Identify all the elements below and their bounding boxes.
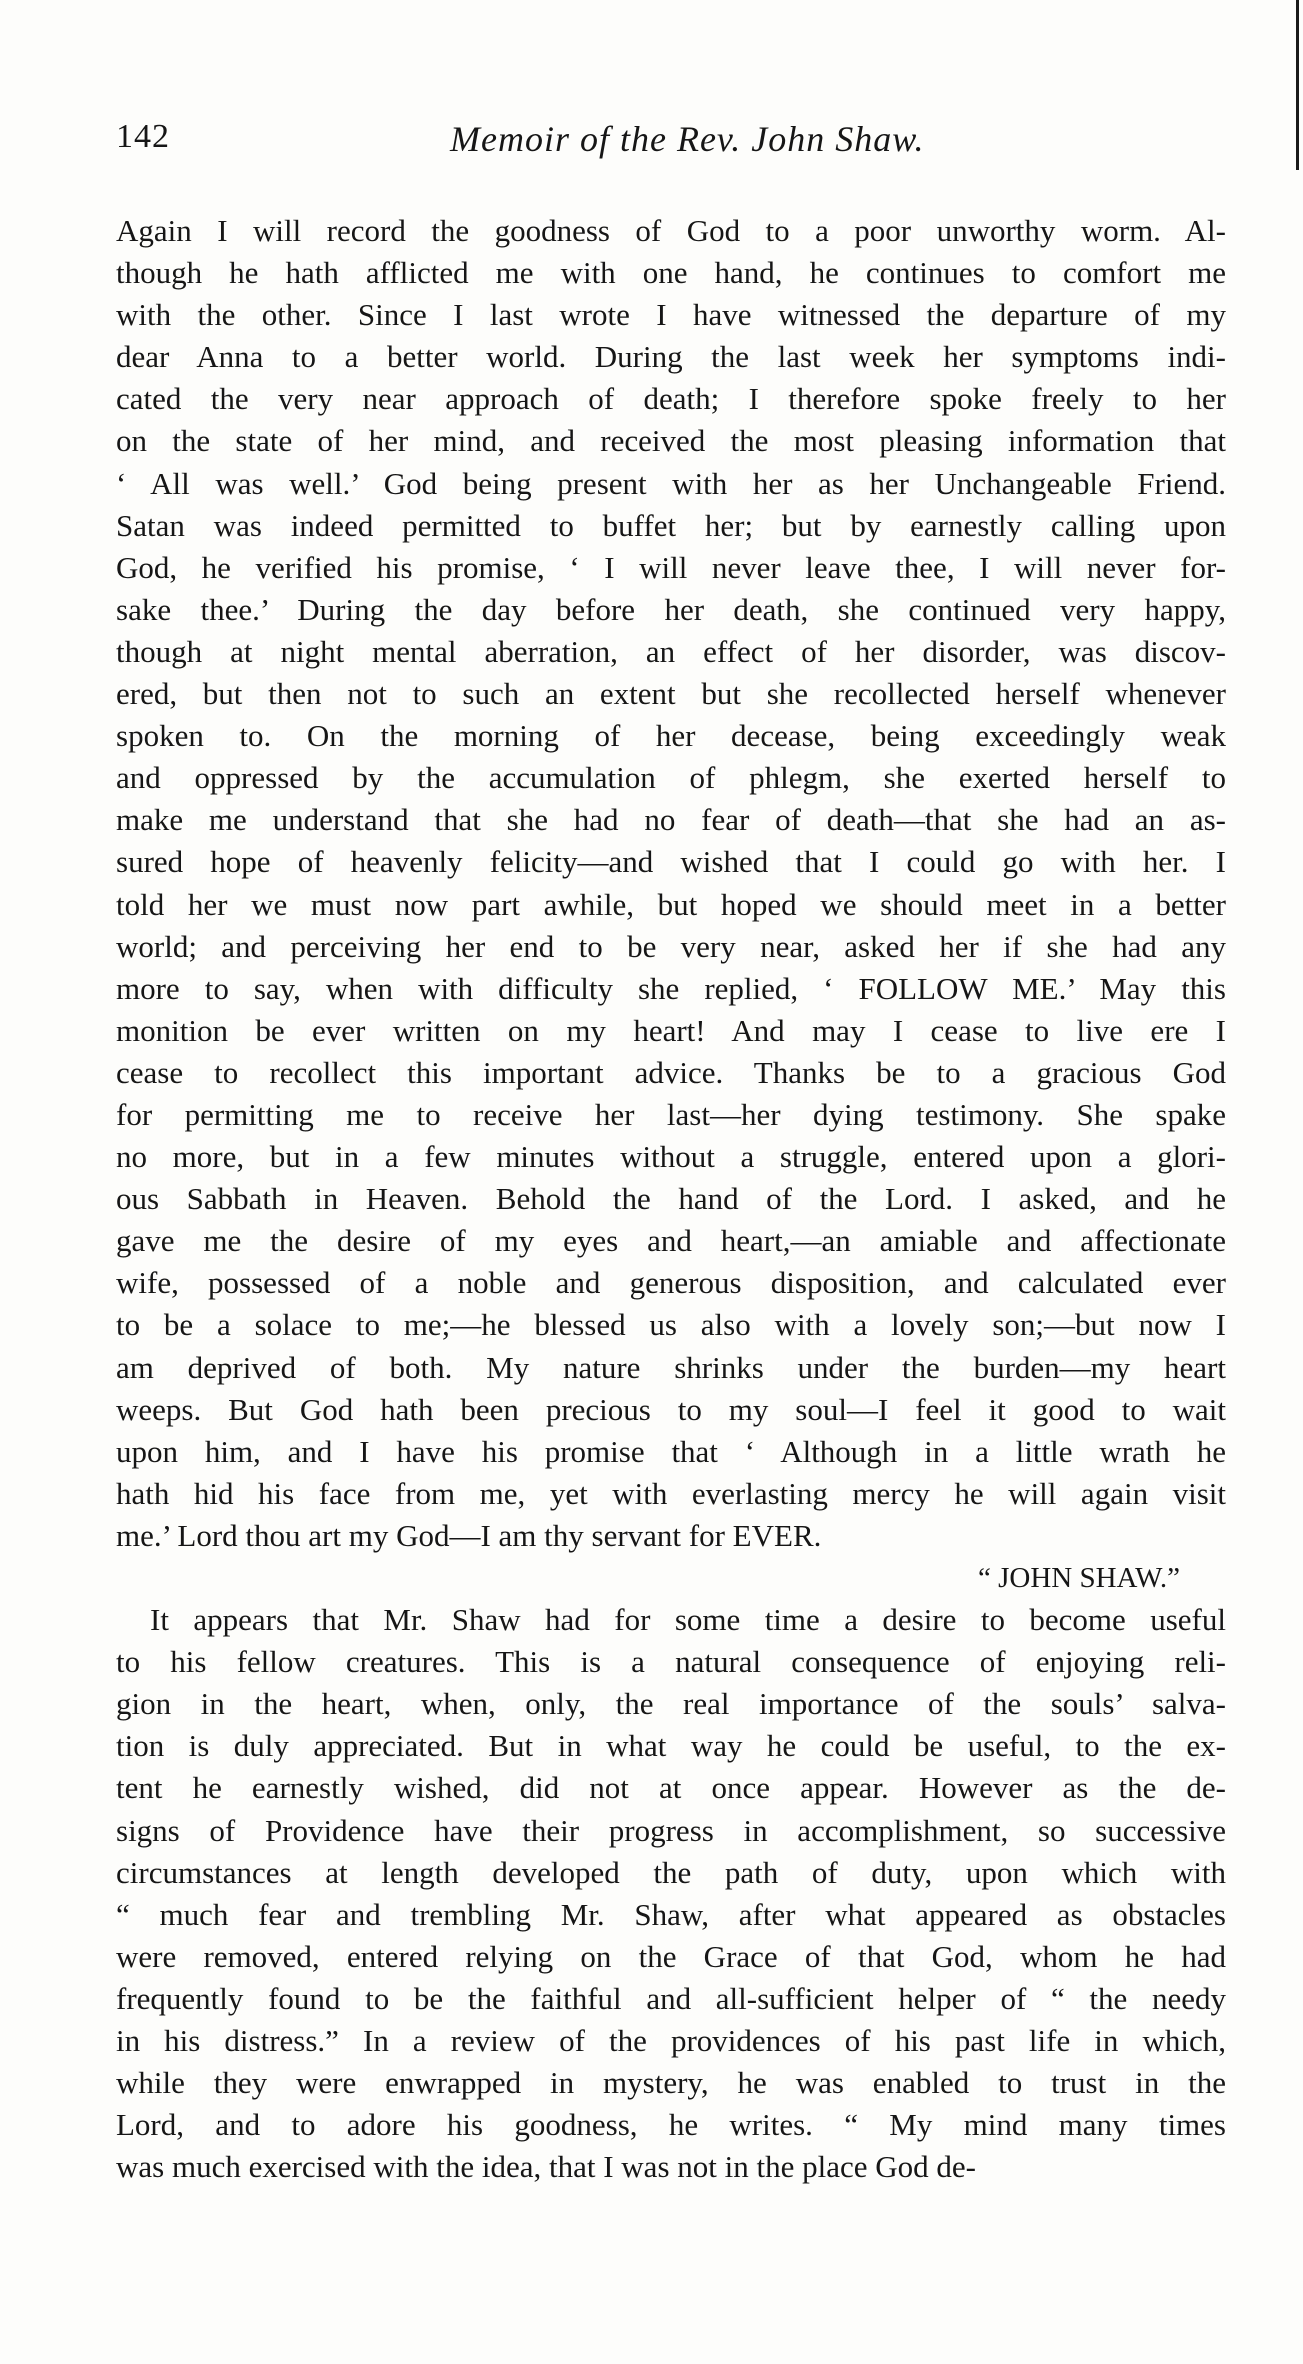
text-line: God, he verified his promise, ‘ I will never leave thee, I will never for- — [116, 549, 1226, 585]
text-line: hath hid his face from me, yet with everlasting mercy he will again visit — [116, 1475, 1226, 1511]
running-head — [116, 118, 1226, 178]
text-line: It appears that Mr. Shaw had for some time a desire to become useful — [150, 1602, 1226, 1638]
text-line: were removed, entered relying on the Grace of that God, whom he had — [116, 1938, 1226, 1974]
text-line: no more, but in a few minutes without a struggle, entered upon a glori- — [116, 1139, 1226, 1175]
text-line: signs of Providence have their progress in accomplishment, so successive — [116, 1812, 1226, 1848]
text-line: Again I will record the goodness of God to a poor unworthy worm. Al- — [116, 213, 1226, 248]
text-line: cated the very near approach of death; I therefore spoke freely to her — [116, 381, 1226, 417]
text-line: circumstances at length developed the path of duty, upon which with — [116, 1854, 1226, 1890]
text-line: cease to recollect this important advice. Thanks be to a gracious God — [116, 1054, 1226, 1090]
text-line: dear Anna to a better world. During the last week her symptoms indi- — [116, 339, 1226, 375]
text-line: gave me the desire of my eyes and heart,—an amiable and affectionate — [116, 1223, 1226, 1259]
text-line: weeps. But God hath been precious to my soul—I feel it good to wait — [116, 1391, 1226, 1427]
text-line: with the other. Since I last wrote I have witnessed the departure of my — [116, 297, 1226, 333]
text-line: world; and perceiving her end to be very near, asked her if she had any — [116, 928, 1226, 964]
text-line: upon him, and I have his promise that ‘ Although in a little wrath he — [116, 1433, 1226, 1469]
text-line: more to say, when with difficulty she replied, ‘ FOLLOW ME.’ May this — [116, 970, 1226, 1006]
text-line: while they were enwrapped in mystery, he was enabled to trust in the — [116, 2065, 1226, 2101]
text-line: tent he earnestly wished, did not at once appear. However as the de- — [116, 1770, 1226, 1806]
text-line: monition be ever written on my heart! And may I cease to live ere I — [116, 1012, 1226, 1048]
letter-signature: “ JOHN SHAW.” — [977, 1562, 1180, 1594]
letter-paragraph — [116, 210, 1226, 1557]
text-line: to his fellow creatures. This is a natural consequence of enjoying reli- — [116, 1644, 1226, 1680]
page-number: 142 — [116, 118, 170, 155]
text-line: Satan was indeed permitted to buffet her; but by earnestly calling upon — [116, 507, 1226, 543]
text-line: tion is duly appreciated. But in what way he could be useful, to the ex- — [116, 1728, 1226, 1764]
text-line: wife, possessed of a noble and generous disposition, and calculated ever — [116, 1265, 1226, 1301]
text-line: spoken to. On the morning of her decease, being exceedingly weak — [116, 718, 1226, 754]
text-line: and oppressed by the accumulation of phlegm, she exerted herself to — [116, 760, 1226, 796]
text-line: in his distress.” In a review of the providences of his past life in which, — [116, 2023, 1226, 2059]
text-line: gion in the heart, when, only, the real importance of the souls’ salva- — [116, 1686, 1226, 1722]
text-line: told her we must now part awhile, but hoped we should meet in a better — [116, 886, 1226, 922]
text-line: Lord, and to adore his goodness, he writes. “ My mind many times — [116, 2107, 1226, 2143]
text-line: ous Sabbath in Heaven. Behold the hand of the Lord. I asked, and he — [116, 1181, 1226, 1217]
text-line: to be a solace to me;—he blessed us also with a lovely son;—but now I — [116, 1307, 1226, 1343]
body-text — [116, 210, 1226, 2188]
text-line: was much exercised with the idea, that I was not in the place God de- — [116, 2149, 976, 2185]
text-line: ered, but then not to such an extent but she recollected herself whenever — [116, 676, 1226, 712]
text-line: me.’ Lord thou art my God—I am thy servant for EVER. — [116, 1517, 822, 1553]
text-line: though he hath afflicted me with one hand, he continues to comfort me — [116, 255, 1226, 291]
text-line: though at night mental aberration, an effect of her disorder, was discov- — [116, 633, 1226, 669]
narrative-paragraph — [116, 1599, 1226, 2188]
text-line: frequently found to be the faithful and all-sufficient helper of “ the needy — [116, 1980, 1226, 2016]
running-title: Memoir of the Rev. John Shaw. — [450, 119, 925, 159]
text-line: ‘ All was well.’ God being present with her as her Unchangeable Friend. — [116, 465, 1226, 501]
page-edge-rule — [1296, 0, 1299, 170]
text-line: sured hope of heavenly felicity—and wished that I could go with her. I — [116, 844, 1226, 880]
text-line: am deprived of both. My nature shrinks under the burden—my heart — [116, 1349, 1226, 1385]
text-line: make me understand that she had no fear of death—that she had an as- — [116, 802, 1226, 838]
text-line: on the state of her mind, and received the most pleasing information that — [116, 423, 1226, 459]
text-line: “ much fear and trembling Mr. Shaw, after what appeared as obstacles — [116, 1896, 1226, 1932]
text-line: for permitting me to receive her last—her dying testimony. She spake — [116, 1096, 1226, 1132]
text-line: sake thee.’ During the day before her death, she continued very happy, — [116, 591, 1226, 627]
